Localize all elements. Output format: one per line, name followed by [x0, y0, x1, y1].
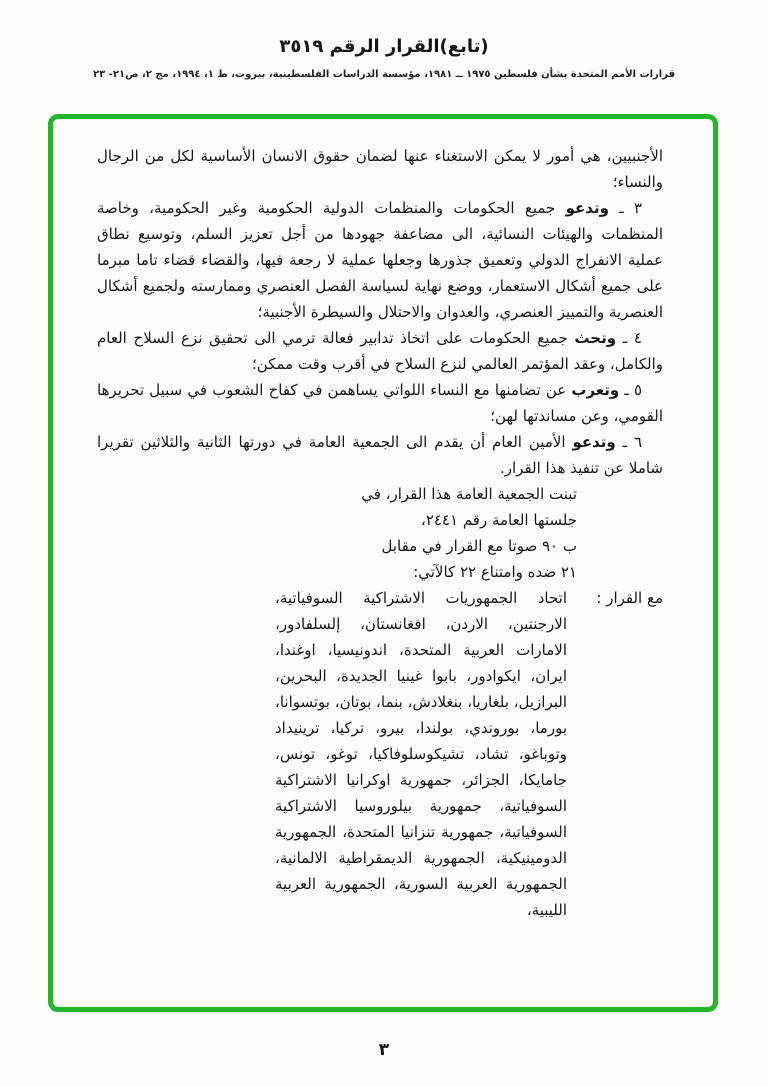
- source-citation: قرارات الأمم المتحدة بشأن فلسطين ١٩٧٥ ــ ١٩٨١، مؤسسة الدراسات الفلسطينية، بيروت، ط ١، ١٩٩٤، مج ٢، ص٢١- ٢٣: [92, 69, 675, 80]
- resolution-title: (تابع)القرار الرقم ٣٥١٩: [279, 36, 489, 57]
- clause-body: جميع الحكومات والمنظمات الدولية الحكومية وغير الحكومية، وخاصة المنظمات والهيئات النسائية، الى مضاعفة جهودها من أجل تعزيز السلم، وتوسيع نطاق عملية الانفراج الدولي وتعميق جذورها وجعلها عملية لا رجعة فيها، والقضاء قضاء تاما مبرما على جميع أشكال الاستعمار، ووضع نهاية لسياسة الفصل العنصري وممارسته ولجميع أشكال العنصرية والتمييز العنصري، والعدوان والاحتلال والسيطرة الأجنبية؛: [97, 199, 663, 321]
- green-border-frame: [48, 114, 718, 1012]
- clause-5: [97, 377, 663, 429]
- adoption-line: ٢١ ضده وامتناع ٢٢ كالآتي:: [413, 563, 577, 581]
- adoption-line: جلستها العامة رقم ٢٤٤١،: [420, 511, 577, 529]
- adoption-note: [97, 481, 663, 585]
- clause-6: [97, 429, 663, 481]
- clause-lead-word: وتدعو: [565, 199, 609, 217]
- clause-3: [97, 195, 663, 325]
- clause-number: ٥ ـ: [624, 381, 642, 399]
- clause-body: جميع الحكومات على اتخاذ تدابير فعالة ترمي الى تحقيق نزع السلاح العام والكامل، وعقد المؤتمر العالمي لنزع السلاح في أقرب وقت ممكن؛: [97, 329, 663, 373]
- clause-lead-word: وتحث: [574, 329, 617, 347]
- adoption-line: ب ٩٠ صوتا مع القرار في مقابل: [381, 537, 577, 555]
- paragraph-continuation: الأجنبيين، هي أمور لا يمكن الاستغناء عنها لضمان حقوق الانسان الأساسية لكل من الرجال والنساء؛: [97, 147, 663, 191]
- page-number: ٣: [378, 1040, 390, 1060]
- adoption-line: تبنت الجمعية العامة هذا القرار، في: [361, 485, 577, 503]
- clause-body: عن تضامنها مع النساء اللواتي يساهمن في كفاح الشعوب في سبيل تحريرها القومي، وعن مساندتها لهن؛: [97, 381, 663, 425]
- resolution-text: [97, 143, 663, 923]
- clause-number: ٦ ـ: [622, 433, 642, 451]
- clause-lead-word: وتعرب: [571, 381, 620, 399]
- clause-lead-word: وتدعو: [572, 433, 616, 451]
- clause-number: ٣ ـ: [619, 199, 642, 217]
- vote-for-countries: اتحاد الجمهوريات الاشتراكية السوفياتية، الارجنتين، الاردن، افغانستان، إلسلفادور، الامارات العربية المتحدة، اندونيسيا، اوغندا، ايران، ايكوادور، بابوا غينيا الجديدة، البحرين، البرازيل، بلغاريا، بنغلادش، بنما، بوتان، بوتسوانا، بورما، بوروندي، بولندا، بيرو، تركيا، ترينيداد وتوباغو، تشاد، تشيكوسلوفاكيا، توغو، تونس، جامايكا، الجزائر، جمهورية اوكرانيا الاشتراكية السوفياتية، جمهورية بيلوروسيا الاشتراكية السوفياتية، جمهورية تنزانيا المتحدة، الجمهورية الدومينيكية، الجمهورية الديمقراطية الالمانية، الجمهورية العربية السورية، الجمهورية العربية الليبية،: [275, 589, 567, 919]
- clause-body: الأمين العام أن يقدم الى الجمعية العامة في دورتها الثانية والثلاثين تقريرا شاملا عن تنفيذ هذا القرار.: [97, 433, 663, 477]
- clause-number: ٤ ـ: [622, 329, 642, 347]
- vote-for-label: مع القرار :: [596, 589, 663, 607]
- vote-for-section: [97, 585, 663, 923]
- page-header: [0, 0, 768, 80]
- clause-4: [97, 325, 663, 377]
